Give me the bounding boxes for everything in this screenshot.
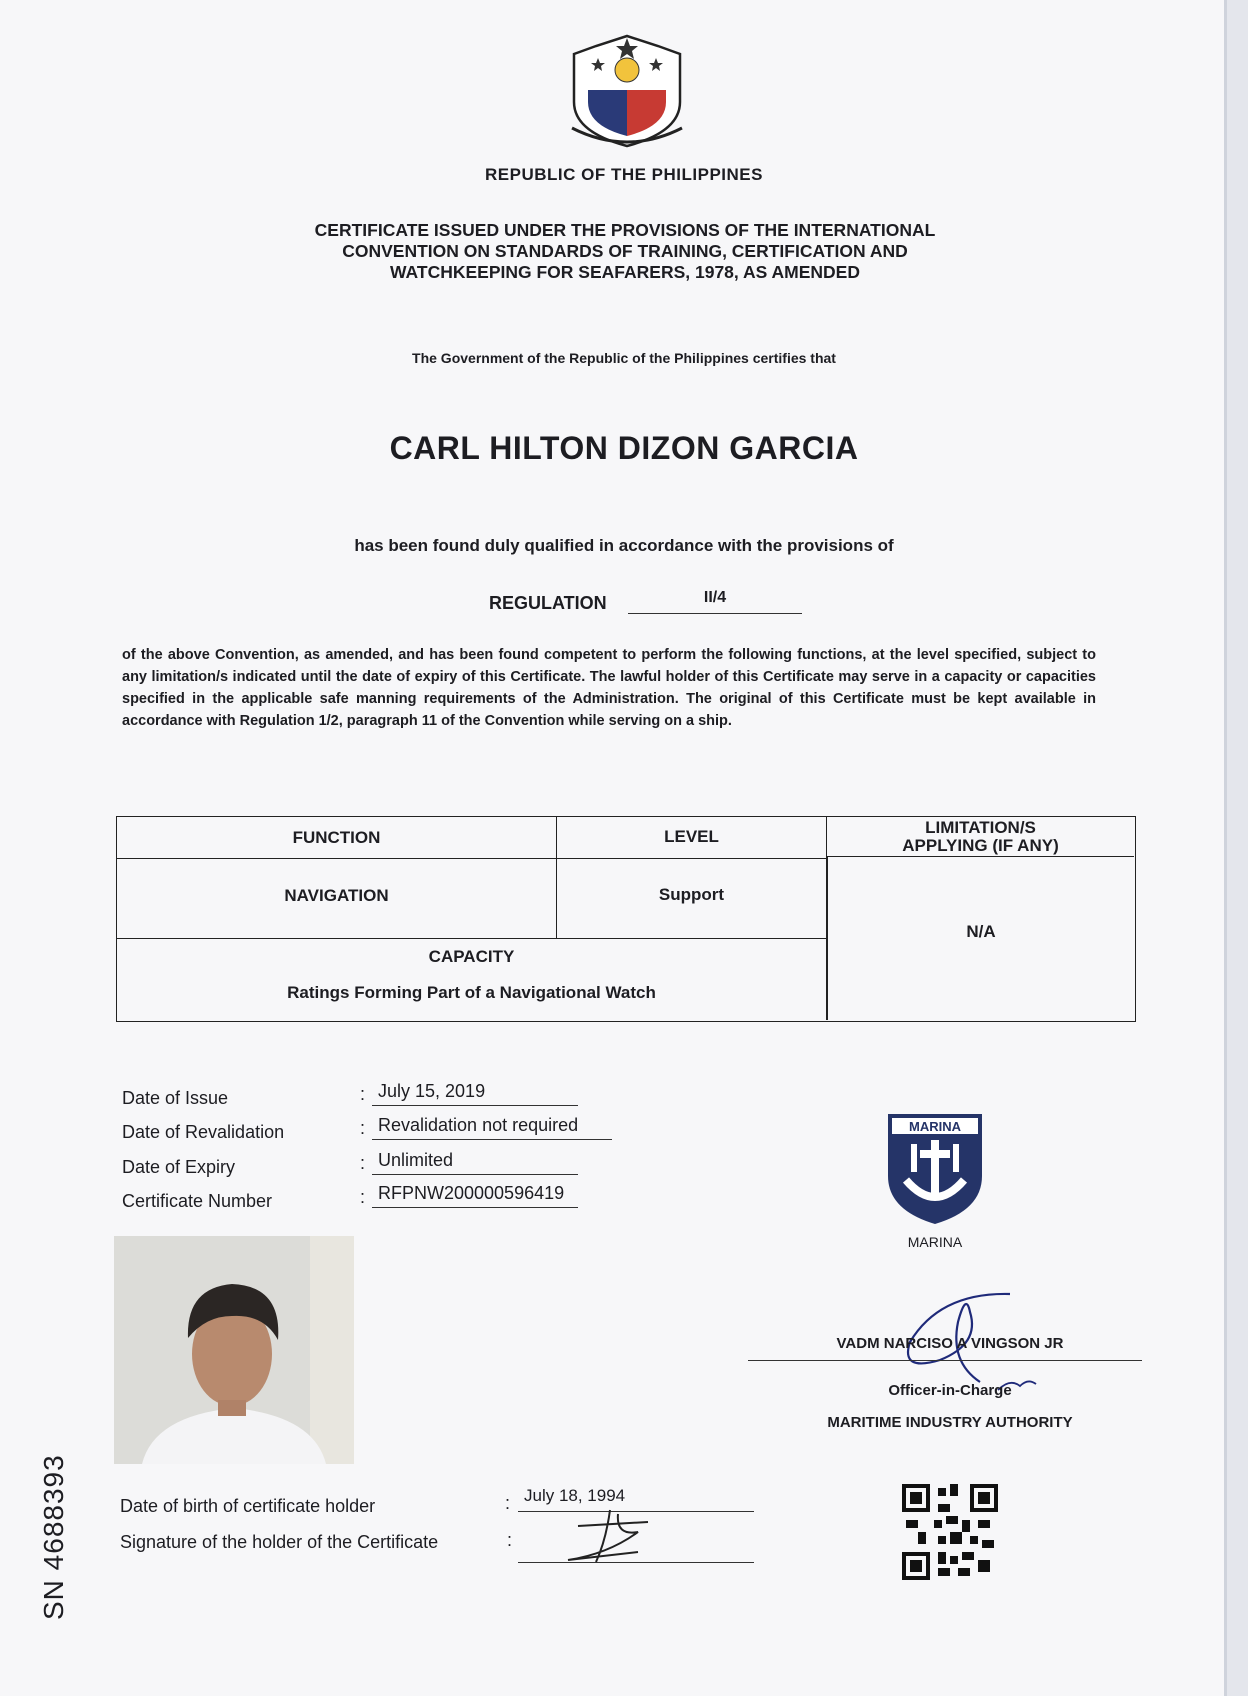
dob-colon: : [505, 1493, 511, 1513]
capacity-block [117, 939, 827, 1020]
philippine-seal-icon [566, 32, 688, 152]
function-header: FUNCTION [117, 817, 557, 859]
date-of-expiry-value: Unlimited [372, 1147, 578, 1175]
limitation-header [827, 817, 1134, 857]
title-line: CERTIFICATE ISSUED UNDER THE PROVISIONS OF THE INTERNATIONAL [314, 220, 936, 240]
limitation-header-line: APPLYING (IF ANY) [902, 836, 1059, 855]
certificate-number-value: RFPNW200000596419 [372, 1180, 578, 1208]
regulation-value: II/4 [628, 589, 802, 614]
signatory-role: Officer-in-Charge [888, 1382, 1012, 1399]
capacity-header: CAPACITY [428, 947, 515, 966]
signature-line [748, 1360, 1142, 1361]
holder-signature-label: Signature of the holder of the Certificate [120, 1532, 439, 1552]
limitation-header-line: LIMITATION/S [925, 818, 1036, 837]
holder-photo [114, 1236, 354, 1464]
marina-logo-icon [884, 1110, 986, 1228]
certifies-statement: The Government of the Republic of the Philippines certifies that [412, 350, 836, 366]
detail-colon: : [360, 1118, 366, 1138]
detail-label: Date of Revalidation [122, 1122, 285, 1142]
signatory-name: VADM NARCISO A VINGSON JR [836, 1335, 1064, 1352]
holder-name: CARL HILTON DIZON GARCIA [389, 430, 859, 466]
title-line: WATCHKEEPING FOR SEAFARERS, 1978, AS AMENDED [390, 262, 860, 282]
holder-signature-colon: : [507, 1530, 513, 1550]
marina-caption: MARINA [907, 1234, 963, 1250]
detail-label: Certificate Number [122, 1191, 273, 1211]
qr-code-icon [902, 1484, 998, 1580]
qualified-statement: has been found duly qualified in accordance with the provisions of [354, 536, 894, 555]
capacity-value: Ratings Forming Part of a Navigational Watch [287, 983, 656, 1002]
body-paragraph: of the above Convention, as amended, and has been found competent to perform the following functions, at the level specified, subject to any limitation/s indicated until the date of expiry of this Certificate. The lawful holder of this Certificate may serve in a capacity or capacities specified in the applicable safe manning requirements of the Administration. The original of this Certificate must be kept available in accordance with Regulation 1/2, paragraph 11 of the Convention while serving on a ship. [122, 647, 1096, 729]
detail-label: Date of Expiry [122, 1157, 236, 1177]
regulation-label: REGULATION [489, 593, 607, 613]
detail-label: Date of Issue [122, 1088, 229, 1108]
detail-colon: : [360, 1187, 366, 1207]
holder-portrait-icon [114, 1236, 354, 1464]
level-header: LEVEL [557, 817, 827, 859]
country-name: REPUBLIC OF THE PHILIPPINES [485, 165, 763, 184]
title-line: CONVENTION ON STANDARDS OF TRAINING, CERTIFICATION AND [342, 241, 908, 261]
detail-colon: : [360, 1153, 366, 1173]
detail-colon: : [360, 1084, 366, 1104]
marina-logo-text: MARINA [909, 1119, 961, 1134]
date-of-issue-value: July 15, 2019 [372, 1078, 578, 1106]
signatory-organization: MARITIME INDUSTRY AUTHORITY [827, 1414, 1073, 1431]
function-value: NAVIGATION [117, 859, 557, 939]
dob-label: Date of birth of certificate holder [120, 1496, 376, 1516]
serial-number: SN 4688393 [38, 1454, 69, 1620]
date-of-revalidation-value: Revalidation not required [372, 1112, 612, 1140]
competence-table [116, 816, 1136, 1022]
dob-value: July 18, 1994 [518, 1486, 754, 1512]
limitation-value: N/A [827, 857, 1134, 1020]
level-value: Support [557, 859, 827, 939]
holder-signature-icon [548, 1500, 678, 1570]
certificate-title [200, 220, 1050, 283]
